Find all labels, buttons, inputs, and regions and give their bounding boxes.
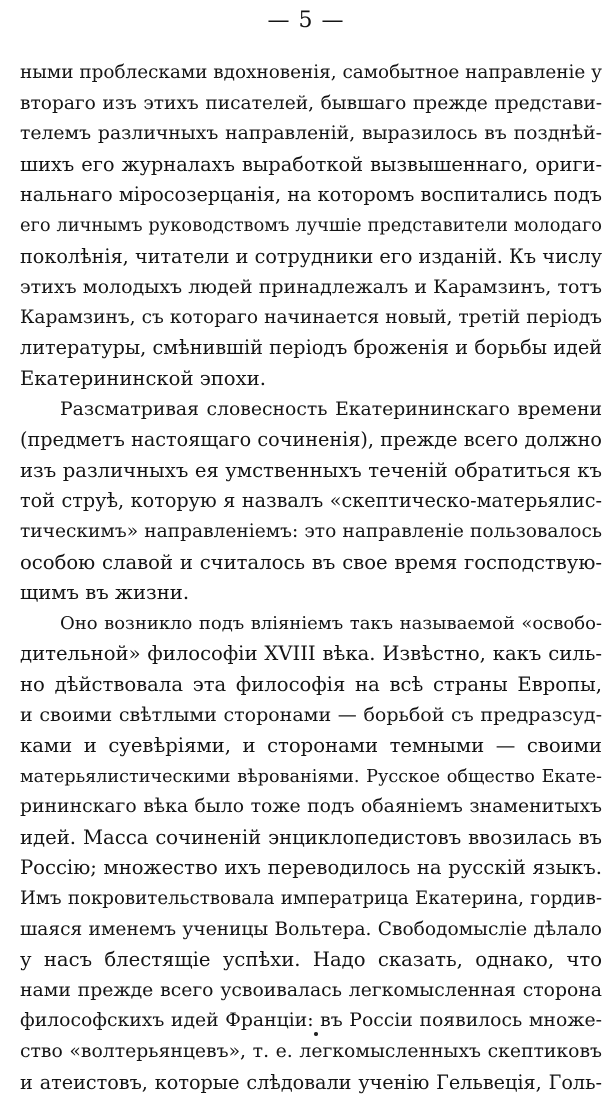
body-text bbox=[20, 58, 602, 1098]
text-line: литературы, смѣнившій періодъ броженія и борьбы идей bbox=[20, 336, 602, 360]
text-line: нальнаго міросозерцанія, на которомъ воспитались подъ bbox=[20, 183, 602, 207]
text-line: поколѣнія, читатели и сотрудники его изданій. Къ числу bbox=[20, 244, 602, 268]
text-line: тическимъ» направленіемъ: это направленіе пользовалось bbox=[20, 520, 602, 542]
text-line: матерьялистическими вѣрованіями. Русское общество Екате- bbox=[20, 766, 602, 787]
text-line: (предметъ настоящаго сочиненія), прежде всего должно bbox=[20, 428, 602, 452]
text-line: идей. Масса сочиненій энциклопедистовъ ввозилась въ bbox=[20, 825, 602, 849]
text-line: Екатерининской эпохи. bbox=[20, 366, 266, 390]
text-line: ными проблесками вдохновенія, самобытное направленіе у bbox=[20, 62, 602, 83]
text-line: и своими свѣтлыми сторонами — борьбой съ предразсуд- bbox=[20, 704, 602, 727]
text-line: Имъ покровительствовала императрица Екатерина, гордив- bbox=[20, 888, 602, 910]
text-line: ство «волтерьянцевъ», т. е. легкомысленныхъ скептиковъ bbox=[20, 1041, 602, 1062]
text-line: нами прежде всего усвоивалась легкомысленная сторона bbox=[20, 979, 602, 1001]
text-line: но дѣйствовала эта философія на всѣ страны Европы, bbox=[20, 672, 602, 696]
text-line: философскихъ идей Франціи: въ Россіи появилось множе- bbox=[20, 1010, 602, 1032]
text-line: шаяся именемъ ученицы Вольтера. Свободомысліе дѣлало bbox=[20, 918, 602, 940]
text-line: ками и суевѣріями, и сторонами темными — своими bbox=[20, 734, 602, 758]
text-line: рининскаго вѣка было тоже подъ обаяніемъ знаменитыхъ bbox=[20, 796, 602, 818]
paragraph-start-line: Разсматривая словесность Екатерининскаго времени bbox=[60, 398, 602, 420]
text-line: телемъ различныхъ направленій, выразилось въ позднѣй- bbox=[20, 123, 602, 145]
text-line: шихъ его журналахъ выработкой вызвышеннаго, ориги- bbox=[20, 152, 602, 176]
text-line: особою славой и считалось въ свое время господствую- bbox=[20, 550, 602, 574]
paragraph-start-line: Оно возникло подъ вліяніемъ такъ называемой «освобо- bbox=[60, 612, 602, 634]
text-line: его личнымъ руководствомъ лучшіе представители молодаго bbox=[20, 214, 602, 236]
text-line: той струѣ, которую я назвалъ «скептическо-матерьялис- bbox=[20, 489, 602, 513]
text-line: этихъ молодыхъ людей принадлежалъ и Карамзинъ, тотъ bbox=[20, 276, 602, 299]
text-line: дительной» философіи XVIII вѣка. Извѣстно, какъ силь- bbox=[20, 642, 602, 666]
text-line: втораго изъ этихъ писателей, бывшаго прежде представи- bbox=[20, 92, 602, 114]
text-line: изъ различныхъ ея умственныхъ теченій обратиться къ bbox=[20, 458, 602, 482]
text-line: Карамзинъ, съ котораго начинается новый, третій періодъ bbox=[20, 306, 602, 328]
text-line: у насъ блестящіе успѣхи. Надо сказать, однако, что bbox=[20, 948, 602, 972]
text-line: щимъ въ жизни. bbox=[20, 581, 190, 605]
page-number: — 5 — bbox=[267, 8, 345, 33]
text-line: Россію; множество ихъ переводилось на русскій языкъ. bbox=[20, 856, 602, 880]
footer-dot bbox=[314, 1032, 318, 1036]
text-line: и атеистовъ, которые слѣдовали ученію Гельвеція, Голь- bbox=[20, 1070, 602, 1094]
